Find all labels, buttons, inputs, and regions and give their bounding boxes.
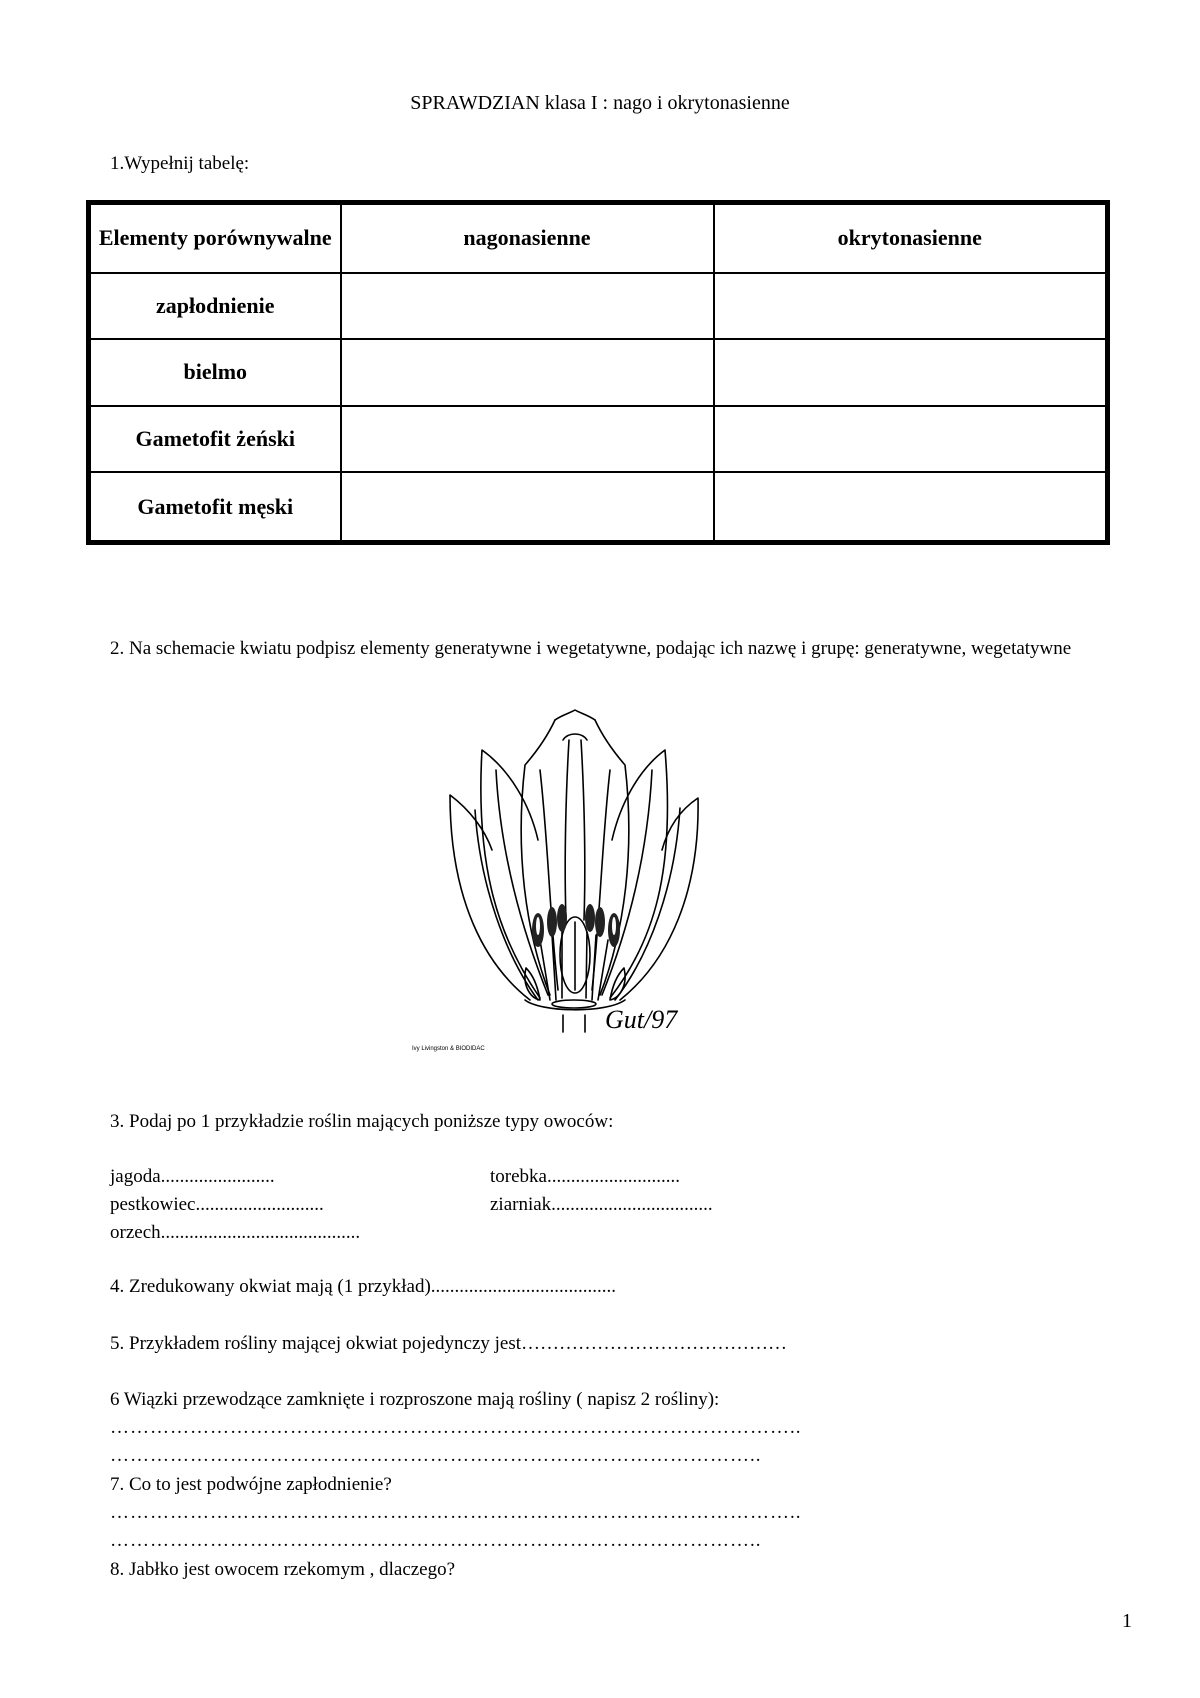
answer-cell[interactable] xyxy=(341,339,714,406)
answer-cell[interactable] xyxy=(714,406,1108,473)
answer-line[interactable]: …………………………………………………………………………………….. xyxy=(110,1445,762,1466)
table-row xyxy=(89,273,1108,340)
question-6-text: 6 Wiązki przewodzące zamknięte i rozproszone mają rośliny ( napisz 2 rośliny): xyxy=(110,1389,720,1410)
row-label: Gametofit męski xyxy=(89,472,341,542)
question-5-text: 5. Przykładem rośliny mającej okwiat pojedynczy jest…………………………………… xyxy=(110,1333,788,1354)
question-8-text: 8. Jabłko jest owocem rzekomym , dlaczego? xyxy=(110,1559,456,1580)
fruit-pestkowiec: pestkowiec........................... xyxy=(110,1194,324,1215)
row-label: zapłodnienie xyxy=(89,273,341,340)
question-2-text: 2. Na schemacie kwiatu podpisz elementy generatywne i wegetatywne, podając ich nazwę i grupę: generatywne, wegetatywne xyxy=(110,638,1072,659)
table-row xyxy=(89,406,1108,473)
table-row xyxy=(89,472,1108,542)
fruit-jagoda: jagoda........................ xyxy=(110,1166,275,1187)
answer-line[interactable]: …………………………………………………………………………………….. xyxy=(110,1530,762,1551)
answer-cell[interactable] xyxy=(714,472,1108,542)
answer-cell[interactable] xyxy=(341,273,714,340)
answer-cell[interactable] xyxy=(341,472,714,542)
table-header-cell: nagonasienne xyxy=(341,203,714,273)
comparison-table xyxy=(86,200,1110,545)
question-3-text: 3. Podaj po 1 przykładzie roślin mających poniższe typy owoców: xyxy=(110,1111,614,1132)
answer-cell[interactable] xyxy=(714,339,1108,406)
page-number: 1 xyxy=(1122,1610,1132,1632)
table-header-cell: Elementy porównywalne xyxy=(89,203,341,273)
answer-cell[interactable] xyxy=(714,273,1108,340)
row-label: bielmo xyxy=(89,339,341,406)
table-header-cell: okrytonasienne xyxy=(714,203,1108,273)
page-title: SPRAWDZIAN klasa I : nago i okrytonasienne xyxy=(410,92,790,114)
question-1-label: 1.Wypełnij tabelę: xyxy=(110,153,250,174)
flower-cross-section-icon xyxy=(412,710,730,1055)
row-label: Gametofit żeński xyxy=(89,406,341,473)
answer-line[interactable]: ………………………………………………………………………………………….. xyxy=(110,1502,802,1523)
figure-credit: Ivy Livingston & BIODIDAC xyxy=(412,1046,485,1052)
answer-cell[interactable] xyxy=(341,406,714,473)
fruit-ziarniak: ziarniak.................................. xyxy=(490,1194,713,1215)
table-row xyxy=(89,339,1108,406)
figure-signature: Gut/97 xyxy=(605,1005,678,1034)
fruit-orzech: orzech.......................................... xyxy=(110,1222,361,1243)
question-4-text: 4. Zredukowany okwiat mają (1 przykład)....................................... xyxy=(110,1276,617,1297)
answer-line[interactable]: ………………………………………………………………………………………….. xyxy=(110,1417,802,1438)
table-header-row xyxy=(89,203,1108,273)
question-7-text: 7. Co to jest podwójne zapłodnienie? xyxy=(110,1474,392,1495)
fruit-torebka: torebka............................ xyxy=(490,1166,680,1187)
